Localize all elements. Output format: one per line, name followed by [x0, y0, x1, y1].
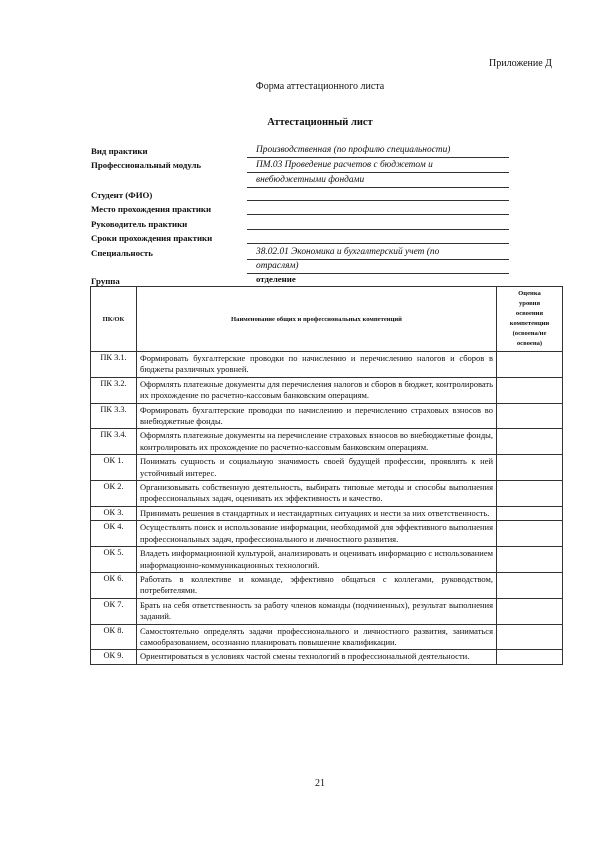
row-grade-cell[interactable]	[497, 455, 563, 481]
header-name: Наименование общих и профессиональных компетенций	[137, 287, 497, 352]
student-label: Студент (ФИО)	[91, 190, 153, 200]
row-grade-cell[interactable]	[497, 377, 563, 403]
appendix-label: Приложение Д	[489, 58, 552, 69]
row-grade-cell[interactable]	[497, 547, 563, 573]
row-code: ПК 3.4.	[91, 429, 137, 455]
row-grade-cell[interactable]	[497, 572, 563, 598]
table-row	[91, 624, 563, 650]
row-code: ОК 9.	[91, 650, 137, 664]
header-level-line: освоена)	[516, 340, 543, 347]
row-text: Брать на себя ответственность за работу членов команды (подчиненных), результат выполнения заданий.	[137, 598, 497, 624]
row-text: Формировать бухгалтерские проводки по начислению и перечислению страховых взносов во внебюджетные фонды.	[137, 403, 497, 429]
form-title: Форма аттестационного листа	[255, 81, 385, 92]
row-grade-cell[interactable]	[497, 521, 563, 547]
dates-label: Сроки прохождения практики	[91, 233, 213, 243]
module-value-line1: ПМ.03 Проведение расчетов с бюджетом и	[256, 160, 433, 170]
row-text: Самостоятельно определять задачи профессионального и личностного развития, заниматься самообразованием, осознанно планировать повышение квалификации.	[137, 624, 497, 650]
row-code: ОК 4.	[91, 521, 137, 547]
row-code: ОК 5.	[91, 547, 137, 573]
row-code: ОК 7.	[91, 598, 137, 624]
row-text: Оформлять платежные документы на перечисление страховых взносов во внебюджетные фонды, контролировать их прохождение по расчетно-кассовым банковским операциям.	[137, 429, 497, 455]
specialty-value-line2: отраслям)	[256, 261, 299, 271]
header-level-line: (освоена/не	[512, 330, 547, 337]
row-text: Формировать бухгалтерские проводки по начислению и перечислению налогов и сборов в бюджеты различных уровней.	[137, 352, 497, 378]
group-label: Группа	[91, 276, 120, 286]
competencies-table	[90, 286, 563, 665]
row-text: Понимать сущность и социальную значимость своей будущей профессии, проявлять к ней устойчивый интерес.	[137, 455, 497, 481]
module-value-line2: внебюджетными фондами	[256, 175, 365, 185]
supervisor-label: Руководитель практики	[91, 219, 188, 229]
table-row	[91, 521, 563, 547]
row-text: Работать в коллективе и команде, эффективно общаться с коллегами, руководством, потребителями.	[137, 572, 497, 598]
table-header-row	[91, 287, 563, 352]
table-row	[91, 455, 563, 481]
specialty-label: Специальность	[91, 248, 153, 258]
page-number: 21	[315, 778, 325, 789]
row-grade-cell[interactable]	[497, 624, 563, 650]
department-label: отделение	[256, 274, 296, 284]
table-row	[91, 429, 563, 455]
place-underline	[247, 214, 509, 215]
row-text: Оформлять платежные документы для перечисления налогов и сборов в бюджет, контролировать их прохождение по расчетно-кассовым банковским операциям.	[137, 377, 497, 403]
practice-type-label: Вид практики	[91, 146, 148, 156]
row-text: Принимать решения в стандартных и нестандартных ситуациях и нести за них ответственность.	[137, 506, 497, 520]
row-code: ОК 3.	[91, 506, 137, 520]
row-text: Организовывать собственную деятельность, выбирать типовые методы и способы выполнения профессиональных задач, оценивать их эффективность и качество.	[137, 481, 497, 507]
row-code: ОК 1.	[91, 455, 137, 481]
row-grade-cell[interactable]	[497, 352, 563, 378]
module-label: Профессиональный модуль	[91, 160, 202, 170]
row-text: Осуществлять поиск и использование информации, необходимой для эффективного выполнения профессиональных задач, профессионального и личностного развития.	[137, 521, 497, 547]
module-underline-2	[247, 187, 509, 188]
header-level	[497, 287, 563, 352]
row-grade-cell[interactable]	[497, 481, 563, 507]
row-code: ОК 6.	[91, 572, 137, 598]
table-row	[91, 547, 563, 573]
row-grade-cell[interactable]	[497, 403, 563, 429]
table-row	[91, 481, 563, 507]
page-title: Аттестационный лист	[267, 117, 373, 128]
row-grade-cell[interactable]	[497, 429, 563, 455]
table-row	[91, 352, 563, 378]
specialty-value-line1: 38.02.01 Экономика и бухгалтерский учет (по	[256, 247, 440, 257]
supervisor-underline	[247, 229, 509, 230]
row-text: Владеть информационной культурой, анализировать и оценивать информацию с использованием информационно-коммуникационных технологий.	[137, 547, 497, 573]
row-code: ПК 3.1.	[91, 352, 137, 378]
table-row	[91, 598, 563, 624]
header-level-line: Оценка	[518, 290, 541, 297]
row-code: ОК 8.	[91, 624, 137, 650]
table-row	[91, 572, 563, 598]
header-code: ПК/ОК	[91, 287, 137, 352]
row-grade-cell[interactable]	[497, 598, 563, 624]
row-code: ПК 3.3.	[91, 403, 137, 429]
table-row	[91, 403, 563, 429]
table-row	[91, 377, 563, 403]
practice-type-value: Производственная (по профилю специальности)	[256, 145, 451, 155]
header-level-line: освоения	[515, 310, 544, 317]
table-row	[91, 650, 563, 664]
header-level-line: уровня	[518, 300, 541, 307]
student-underline	[247, 200, 509, 201]
row-code: ПК 3.2.	[91, 377, 137, 403]
place-label: Место прохождения практики	[91, 204, 212, 214]
row-grade-cell[interactable]	[497, 506, 563, 520]
row-text: Ориентироваться в условиях частой смены технологий в профессиональной деятельности.	[137, 650, 497, 664]
dates-underline	[247, 243, 509, 244]
row-grade-cell[interactable]	[497, 650, 563, 664]
header-level-line: компетенции	[509, 320, 550, 327]
row-code: ОК 2.	[91, 481, 137, 507]
table-row	[91, 506, 563, 520]
